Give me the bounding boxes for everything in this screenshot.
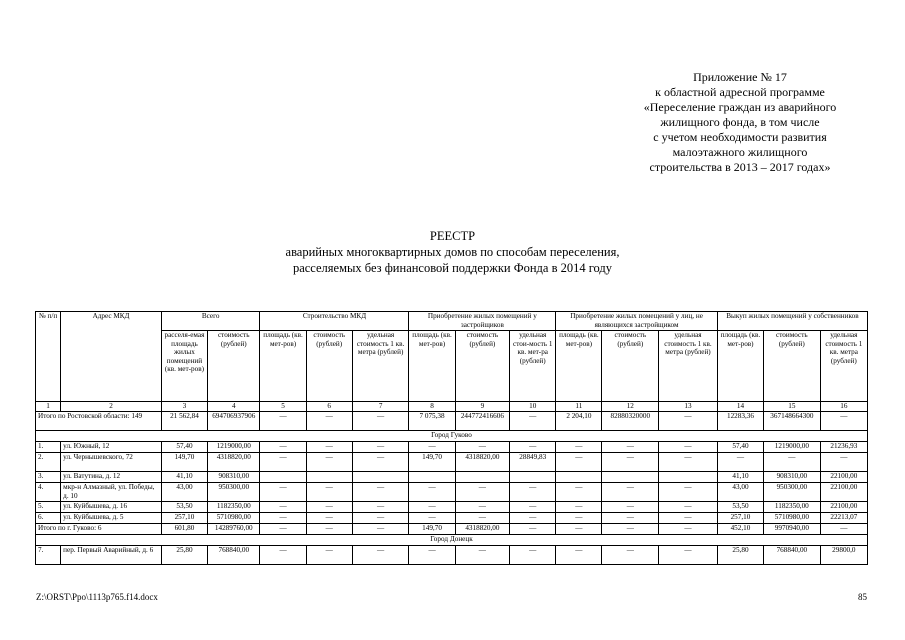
table-cell: 57,40 [717,442,763,453]
table-cell: 244772416606 [455,412,510,431]
table-cell: 149,70 [409,524,455,535]
registry-table [35,311,868,565]
total-row [36,412,868,431]
table-cell: — [260,483,306,502]
table-cell: — [409,442,455,453]
header-cell: Выкуп жилых помещений у собственников [717,312,867,331]
table-cell: 908310,00 [208,472,260,483]
table-cell: 21236,93 [820,442,867,453]
table-cell: 22100,00 [820,483,867,502]
table-cell: 7. [36,546,61,565]
table-cell: — [409,546,455,565]
table-cell: 28849,83 [510,453,556,472]
subheader-cell: удельная стоимость 1 кв. метра (рублей) [820,331,867,402]
table-cell: 3. [36,472,61,483]
table-cell: ул. Куйбышева, д. 16 [61,502,162,513]
table-cell: 22100,00 [820,472,867,483]
table-cell: — [306,524,352,535]
registry-title [200,228,705,276]
table-cell: — [260,513,306,524]
table-cell: — [510,442,556,453]
table-cell: 57,40 [161,442,207,453]
table-cell: 908310,00 [764,472,821,483]
header-cell: Приобретение жилых помещений у лиц, не являющихся застройщиком [556,312,718,331]
subheader-cell: стоимость (рублей) [455,331,510,402]
table-cell: — [352,513,409,524]
subheader-cell: удельная стоимость 1 кв. метра (рублей) [352,331,409,402]
appendix-line: с учетом необходимости развития [653,130,827,144]
table-cell: — [306,483,352,502]
subheader-cell: удельная стои-мость 1 кв. мет-ра (рублей) [510,331,556,402]
table-cell: — [820,453,867,472]
table-cell: — [352,524,409,535]
column-number-row [36,402,868,412]
table-cell: 1182350,00 [208,502,260,513]
column-number-cell: 13 [659,402,718,412]
table-cell: — [556,453,602,472]
table-cell: — [306,546,352,565]
subheader-cell: удельная стоимость 1 кв. метра (рублей) [659,331,718,402]
table-cell: 257,10 [161,513,207,524]
table-cell: — [659,453,718,472]
table-cell [659,472,718,483]
table-cell: — [306,412,352,431]
table-cell: 257,10 [717,513,763,524]
table-cell: — [260,453,306,472]
table-cell: — [602,513,659,524]
appendix-block [590,70,890,175]
table-cell: 2 204,10 [556,412,602,431]
table-row [36,453,868,472]
appendix-line: жилищного фонда, в том числе [660,115,820,129]
table-cell: — [260,442,306,453]
table-cell: 2. [36,453,61,472]
appendix-line: строительства в 2013 – 2017 годах» [649,160,831,174]
column-number-cell: 7 [352,402,409,412]
column-number-cell: 12 [602,402,659,412]
table-cell: — [659,412,718,431]
appendix-line: к областной адресной программе [655,85,825,99]
table-row [36,546,868,565]
table-cell: 149,70 [409,453,455,472]
table-cell: мкр-н Алмазный, ул. Победы, д. 10 [61,483,162,502]
subheader-cell: площадь (кв. мет-ров) [556,331,602,402]
table-cell: 41,10 [161,472,207,483]
total-label-cell: Итого по Ростовской области: 149 [36,412,162,431]
table-cell: — [455,513,510,524]
appendix-line: малоэтажного жилищного [672,145,808,159]
table-cell: 25,80 [717,546,763,565]
table-cell: — [659,524,718,535]
table-cell: 22213,07 [820,513,867,524]
table-cell: — [659,513,718,524]
table-cell: 82880320000 [602,412,659,431]
table-cell: 21 562,84 [161,412,207,431]
table-cell: — [602,453,659,472]
table-cell: — [659,502,718,513]
table-cell: — [510,483,556,502]
table-cell: 5710980,00 [764,513,821,524]
table-cell: — [556,546,602,565]
table-cell [556,472,602,483]
subheader-cell: стоимость (рублей) [764,331,821,402]
table-cell: 950300,00 [208,483,260,502]
table-cell: — [260,546,306,565]
table-cell: 452,10 [717,524,763,535]
table-cell: — [556,442,602,453]
table-cell: 14289760,00 [208,524,260,535]
header-cell: Адрес МКД [61,312,162,402]
table-cell: ул. Чернышевского, 72 [61,453,162,472]
table-cell: — [717,453,763,472]
table-cell [455,472,510,483]
table-cell: 29800,0 [820,546,867,565]
table-cell: — [556,513,602,524]
table-cell: 41,10 [717,472,763,483]
table-cell: 5710980,00 [208,513,260,524]
column-number-cell: 9 [455,402,510,412]
table-cell: — [352,412,409,431]
table-cell [352,472,409,483]
table-cell: — [455,546,510,565]
city-name-cell: Город Донецк [36,535,868,546]
column-number-cell: 14 [717,402,763,412]
table-cell: — [602,546,659,565]
table-cell: 7 075,38 [409,412,455,431]
header-row [36,312,868,331]
table-cell [409,472,455,483]
table-cell: — [455,483,510,502]
header-cell: Строительство МКД [260,312,409,331]
table-cell: 43,00 [717,483,763,502]
table-cell: ул. Южный, 12 [61,442,162,453]
column-number-cell: 3 [161,402,207,412]
subheader-cell: стоимость (рублей) [602,331,659,402]
table-cell: — [510,502,556,513]
table-cell: — [306,502,352,513]
subheader-cell: стоимость (рублей) [306,331,352,402]
table-cell: — [556,502,602,513]
table-cell: 6. [36,513,61,524]
table-cell: — [659,442,718,453]
subheader-cell: площадь (кв. мет-ров) [717,331,763,402]
table-cell: — [409,513,455,524]
table-cell: 768840,00 [208,546,260,565]
city-name-cell: Город Гуково [36,431,868,442]
table-cell: — [764,453,821,472]
column-number-cell: 6 [306,402,352,412]
table-cell [260,472,306,483]
table-cell: — [352,442,409,453]
table-cell: 25,80 [161,546,207,565]
table-cell: — [510,412,556,431]
table-cell: 694706937906 [208,412,260,431]
table-cell: — [260,502,306,513]
column-number-cell: 4 [208,402,260,412]
table-row [36,442,868,453]
table-cell [306,472,352,483]
table-cell: 43,00 [161,483,207,502]
table-cell: — [352,546,409,565]
table-cell: — [659,546,718,565]
table-cell: пер. Первый Аварийный, д. 6 [61,546,162,565]
column-number-cell: 2 [61,402,162,412]
header-cell: Всего [161,312,260,331]
table-cell: 53,50 [161,502,207,513]
table-row [36,483,868,502]
table-cell: 1219000,00 [208,442,260,453]
table-cell: 5. [36,502,61,513]
appendix-line: Приложение № 17 [693,70,787,84]
table-cell: 4318820,00 [208,453,260,472]
table-cell: — [820,412,867,431]
table-cell: — [455,442,510,453]
column-number-cell: 10 [510,402,556,412]
table-cell: 9970940,00 [764,524,821,535]
table-cell: 601,80 [161,524,207,535]
table-cell: — [602,524,659,535]
table-cell: 768840,00 [764,546,821,565]
table-cell: 12283,36 [717,412,763,431]
title-line: аварийных многоквартирных домов по способам переселения, [285,245,620,259]
table-cell: — [556,483,602,502]
table-cell: — [306,513,352,524]
table-cell: — [602,442,659,453]
subheader-cell: площадь (кв. мет-ров) [409,331,455,402]
table-cell: — [510,513,556,524]
appendix-line: «Переселение граждан из аварийного [643,100,837,114]
table-cell: 53,50 [717,502,763,513]
table-cell: 1219000,00 [764,442,821,453]
table-cell: — [455,502,510,513]
table-row [36,502,868,513]
table-cell: — [306,442,352,453]
table-cell: — [820,524,867,535]
page-number: 85 [858,592,867,602]
table-cell: ул. Куйбышева, д. 5 [61,513,162,524]
table-row [36,472,868,483]
table-row [36,513,868,524]
table-cell [602,472,659,483]
table-cell: — [510,524,556,535]
table-cell: 4318820,00 [455,524,510,535]
table-cell: — [556,524,602,535]
table-cell: — [602,502,659,513]
table-cell: — [602,483,659,502]
total-label-cell: Итого по г. Гуково: 6 [36,524,162,535]
table-cell: — [260,524,306,535]
table-cell: — [352,453,409,472]
table-cell: — [510,546,556,565]
table-cell: 4. [36,483,61,502]
table-cell: 1182350,00 [764,502,821,513]
column-number-cell: 1 [36,402,61,412]
table-cell: 4318820,00 [455,453,510,472]
table-cell: 149,70 [161,453,207,472]
column-number-cell: 16 [820,402,867,412]
table-cell: — [306,453,352,472]
subtotal-row [36,524,868,535]
header-cell: № п/п [36,312,61,402]
column-number-cell: 8 [409,402,455,412]
table-cell: — [352,483,409,502]
table-cell: ул. Ватутина, д. 12 [61,472,162,483]
table-cell: 367148664300 [764,412,821,431]
footer-file-path: Z:\ORST\Ppo\1113p765.f14.docx [36,592,158,602]
subheader-cell: стоимость (рублей) [208,331,260,402]
title-line: расселяемых без финансовой поддержки Фонда в 2014 году [292,261,613,275]
table-cell: 22100,00 [820,502,867,513]
table-cell: 1. [36,442,61,453]
column-number-cell: 5 [260,402,306,412]
column-number-cell: 11 [556,402,602,412]
table-cell: — [409,483,455,502]
table-cell: — [409,502,455,513]
table-cell: — [352,502,409,513]
table-cell: — [659,483,718,502]
city-header-row [36,535,868,546]
subheader-cell: расселя-емая площадь жилых помещений (кв. мет-ров) [161,331,207,402]
table-cell: — [260,412,306,431]
title-line: РЕЕСТР [429,229,476,243]
table-cell [510,472,556,483]
header-cell: Приобретение жилых помещений у застройщиков [409,312,556,331]
column-number-cell: 15 [764,402,821,412]
city-header-row [36,431,868,442]
table-cell: 950300,00 [764,483,821,502]
subheader-cell: площадь (кв. мет-ров) [260,331,306,402]
